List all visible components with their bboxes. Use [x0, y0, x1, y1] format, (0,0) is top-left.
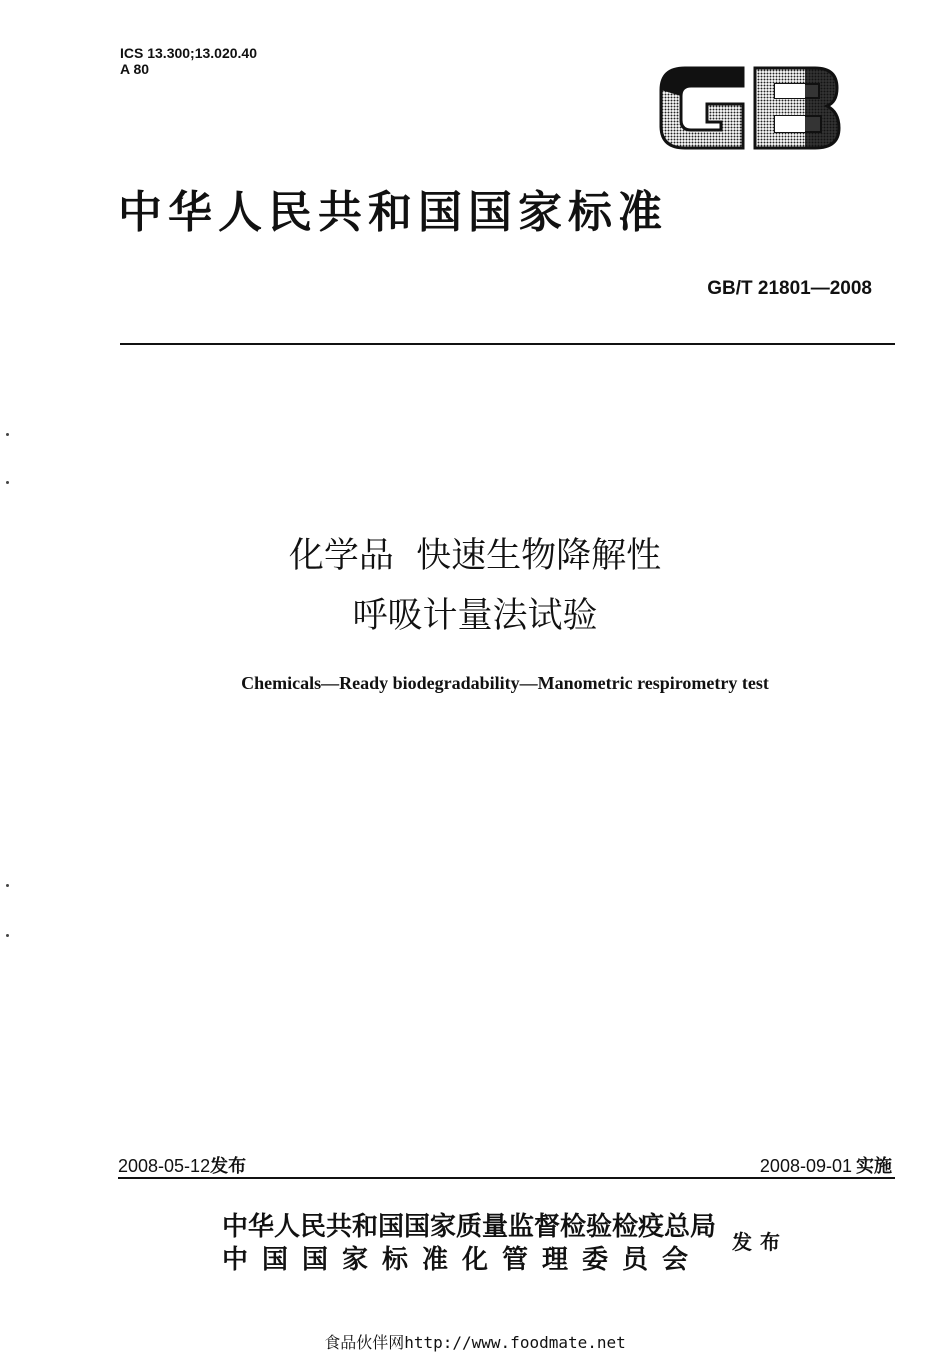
english-title: Chemicals—Ready biodegradability—Manometric respirometry test	[241, 673, 769, 693]
gb-logo	[655, 60, 845, 156]
issuing-organization-2: 中国国家标准化管理委员会	[222, 1245, 703, 1275]
implement-date: 2008-09-01	[759, 1156, 852, 1176]
implement-label: 实施	[856, 1156, 892, 1176]
document-title-line2: 呼吸计量法试验	[352, 596, 598, 636]
header-divider	[120, 343, 895, 345]
scan-mark	[6, 433, 9, 436]
issue-date-block	[118, 1152, 246, 1178]
issue-date: 2008-05-12	[118, 1156, 211, 1176]
publish-label: 发布	[732, 1230, 788, 1254]
classification-codes	[120, 45, 257, 77]
document-title-line1: 化学品 快速生物降解性	[288, 536, 662, 576]
footer-divider	[118, 1177, 895, 1179]
scan-mark	[6, 481, 9, 484]
national-standard-title: 中华人民共和国国家标准	[118, 187, 668, 238]
ccs-code: A 80	[120, 61, 150, 77]
implement-date-block	[760, 1152, 892, 1178]
standard-number: GB/T 21801—2008	[707, 278, 872, 299]
issuing-organization-1: 中华人民共和国国家质量监督检验检疫总局	[222, 1212, 717, 1242]
ics-code: ICS 13.300;13.020.40	[120, 45, 257, 61]
scan-mark	[6, 934, 9, 937]
scan-mark	[6, 884, 9, 887]
issue-label: 发布	[210, 1156, 247, 1176]
footer-source: 食品伙伴网http://www.foodmate.net	[324, 1333, 626, 1352]
